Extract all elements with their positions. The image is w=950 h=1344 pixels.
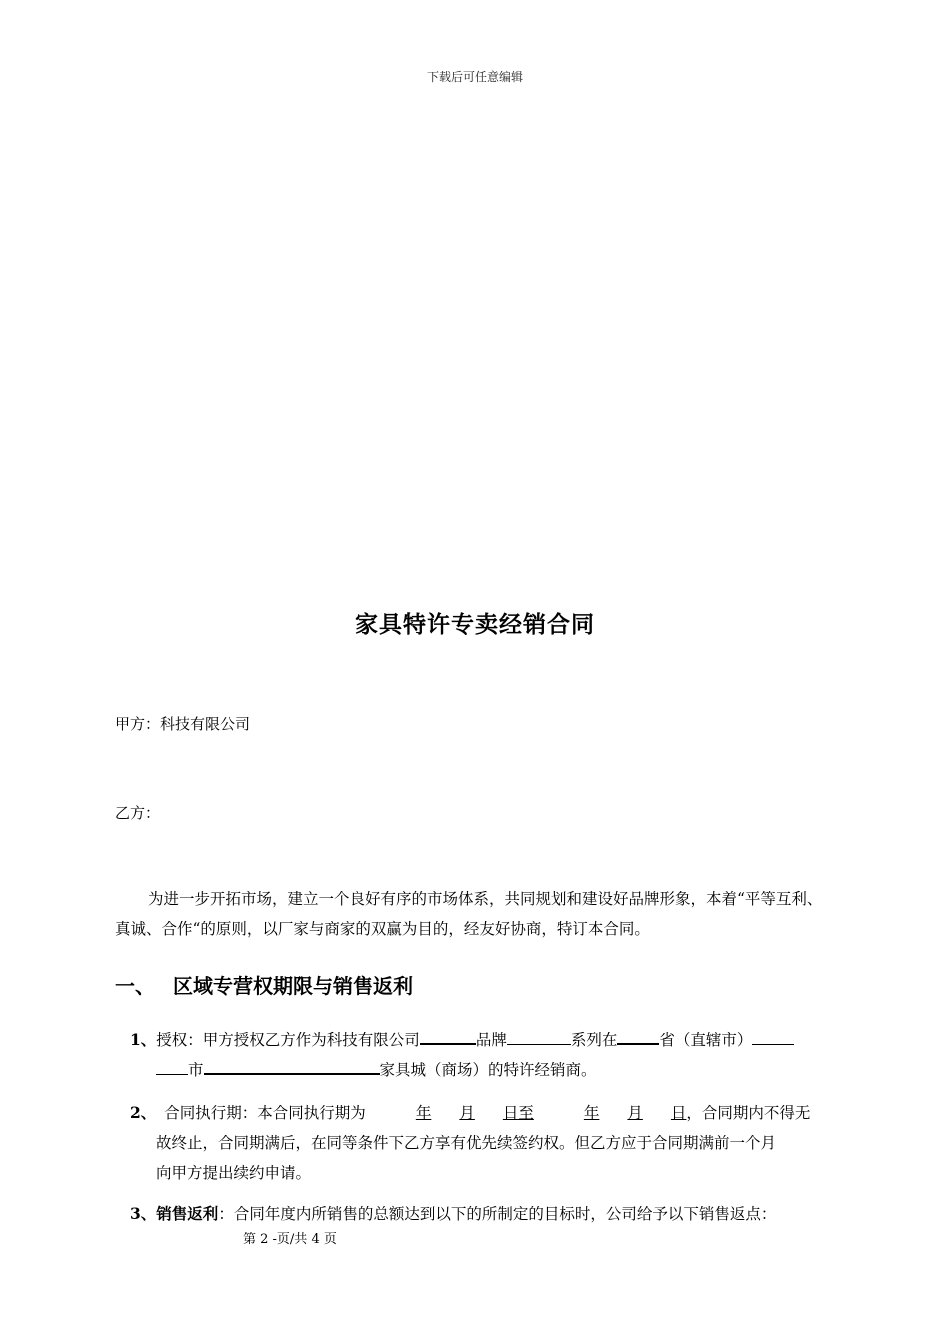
intro-paragraph: 为进一步开拓市场，建立一个良好有序的市场体系，共同规划和建设好品牌形象，本着“平等互利、真诚、合作“的原则，以厂家与商家的双赢为目的，经友好协商，特订本合同。: [115, 890, 823, 938]
blank-extra: [752, 1028, 794, 1045]
clause-3-text: ：合同年度内所销售的总额达到以下的所制定的目标时，公司给予以下销售返点：: [218, 1205, 777, 1223]
clause-1-text-f: 家具城（商场）的特许经销商。: [379, 1061, 597, 1079]
clause-1-text-e: 市: [188, 1061, 204, 1079]
blank-mall: [204, 1057, 380, 1075]
clause-2-number: 2、: [130, 1103, 157, 1122]
clause-1-number: 1、: [130, 1030, 157, 1049]
clause-2-text-b: ，合同期内不得无: [686, 1104, 811, 1122]
party-a: 甲方：科技有限公司: [115, 715, 251, 733]
end-month: 月: [627, 1104, 643, 1122]
date-range-blank: [366, 1104, 687, 1122]
clause-1-text-d: 省（直辖市）: [659, 1031, 753, 1049]
end-day: 日: [670, 1104, 687, 1122]
clause-2-line-2: 故终止，合同期满后，在同等条件下乙方享有优先续签约权。但乙方应于合同期满前一个月: [156, 1134, 777, 1152]
clause-1-text-c: 系列在: [570, 1031, 618, 1049]
clause-2: [130, 1098, 837, 1188]
blank-company: [420, 1027, 476, 1045]
document-title: 家具特许专卖经销合同: [355, 611, 595, 638]
page-footer: 第 2 -页/共 4 页: [243, 1232, 337, 1247]
clause-1-text-a: 授权：甲方授权乙方作为科技有限公司: [156, 1031, 420, 1049]
clause-2-text-a: 合同执行期：本合同执行期为: [164, 1104, 366, 1122]
start-day: 日至: [502, 1104, 534, 1122]
section-heading: [115, 970, 413, 999]
clause-1-text-b: 品牌: [475, 1031, 507, 1049]
header-note: 下载后可任意编辑: [426, 70, 523, 84]
end-year: 年: [583, 1104, 600, 1122]
blank-province: [617, 1027, 659, 1045]
clause-2-line-3: 向甲方提出续约申请。: [156, 1164, 312, 1182]
party-b: 乙方：: [115, 804, 161, 822]
clause-3: [130, 1199, 837, 1229]
clause-3-number: 3、: [130, 1204, 157, 1223]
section-number: 一、: [115, 974, 155, 998]
clause-3-bold-label: 销售返利: [156, 1204, 219, 1223]
blank-brand: [507, 1028, 571, 1045]
start-month: 月: [459, 1104, 475, 1122]
blank-city-prefix: [156, 1058, 188, 1075]
start-year: 年: [415, 1104, 432, 1122]
section-title: 区域专营权期限与销售返利: [173, 974, 413, 998]
clause-1: [130, 1025, 837, 1085]
